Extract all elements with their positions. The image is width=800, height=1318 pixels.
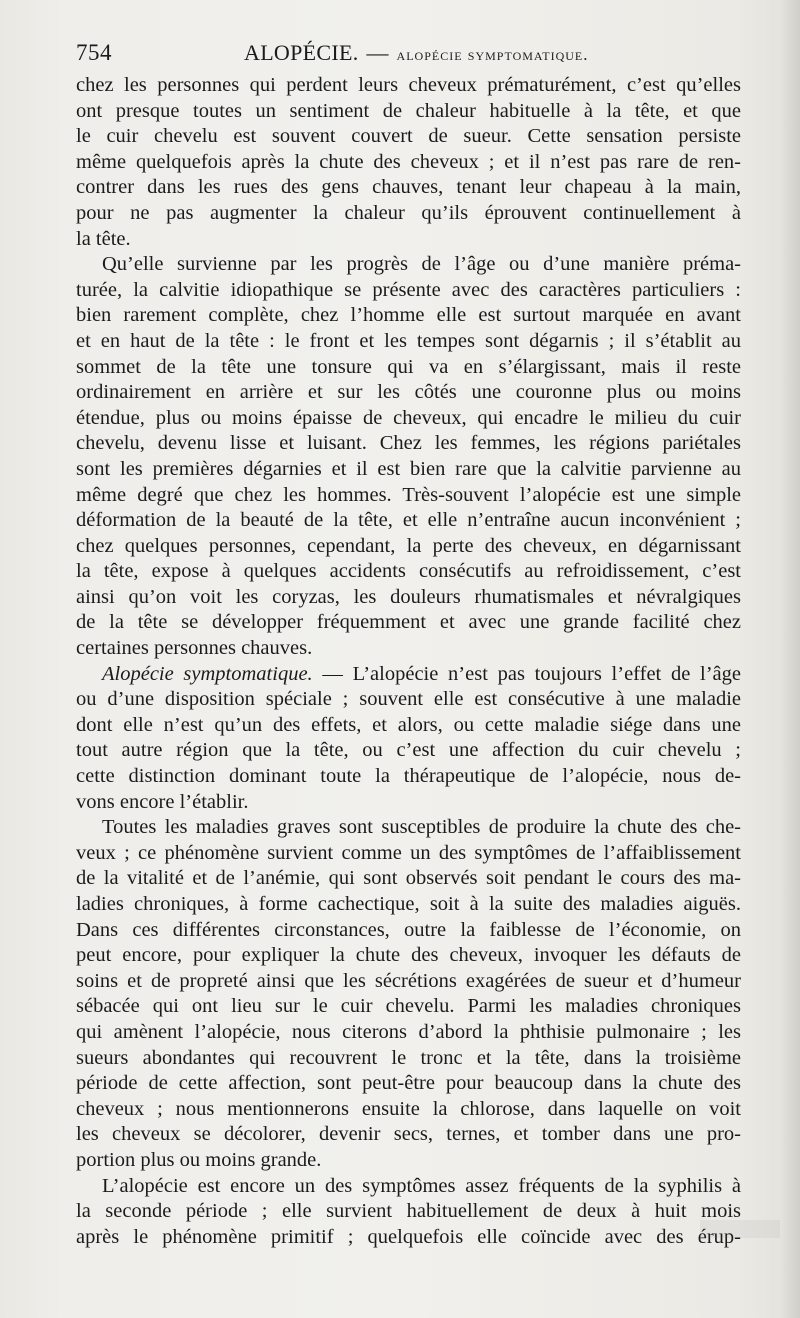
- text-line: déformation de la beauté de la tête, et elle n’entraîne aucun inconvénient ;: [76, 509, 741, 532]
- text-line: tout autre région que la tête, ou c’est une affection du cuir chevelu ;: [76, 739, 741, 762]
- text-line: ainsi qu’on voit les coryzas, les douleurs rhumatismales et névralgiques: [76, 585, 741, 608]
- text-line: soins et de propreté ainsi que les sécrétions exagérées de sueur et d’humeur: [76, 969, 741, 992]
- page-number: 754: [76, 40, 112, 65]
- paragraph-3: [76, 662, 741, 816]
- text-line: les cheveux se décolorer, devenir secs, ternes, et tomber dans une pro-: [76, 1123, 741, 1146]
- text-line: pour ne pas augmenter la chaleur qu’ils éprouvent continuellement à: [76, 201, 741, 224]
- text-line: ordinairement en arrière et sur les côtés une couronne plus ou moins: [76, 381, 741, 404]
- text-line: qui amènent l’alopécie, nous citerons d’abord la phthisie pulmonaire ; les: [76, 1020, 741, 1043]
- text-line: période de cette affection, sont peut-être pour beaucoup dans la chute des: [76, 1072, 741, 1095]
- section-heading: Alopécie symptomatique.: [102, 662, 313, 685]
- text-line: ladies chroniques, à forme cachectique, soit à la suite des maladies aiguës.: [76, 893, 741, 915]
- text-line: sueurs abondantes qui recouvrent le tronc et la tête, dans la troisième: [76, 1046, 741, 1069]
- text-line: étendue, plus ou moins épaisse de cheveux, qui encadre le milieu du cuir: [76, 406, 741, 429]
- paragraph-1: [76, 73, 741, 252]
- text-line: peut encore, pour expliquer la chute des cheveux, invoquer les défauts de: [76, 944, 741, 967]
- text-line: Dans ces différentes circonstances, outre la faiblesse de l’économie, on: [76, 918, 741, 941]
- body-text: [76, 73, 741, 1250]
- text-line: la seconde période ; elle survient habituellement de deux à huit mois: [76, 1200, 741, 1223]
- text-line: bien rarement complète, chez l’homme elle est surtout marquée en avant: [76, 304, 741, 327]
- text-line: sébacée qui ont lieu sur le cuir chevelu. Parmi les maladies chroniques: [76, 995, 741, 1018]
- text-line: de la vitalité et de l’anémie, qui sont observés soit pendant le cours des ma-: [76, 867, 741, 890]
- running-head: [244, 40, 588, 66]
- text-line: Qu’elle survienne par les progrès de l’âge ou d’une manière préma-: [102, 253, 741, 276]
- text-line: chez les personnes qui perdent leurs cheveux prématurément, c’est qu’elles: [76, 74, 741, 96]
- text-line: et en haut de la tête : le front et les tempes sont dégarnis ; il s’établit au: [76, 329, 741, 352]
- text-line: certaines personnes chauves.: [76, 637, 313, 660]
- show-through-mark: [700, 1220, 780, 1238]
- text-line: chevelu, devenu lisse et luisant. Chez les femmes, les régions pariétales: [76, 432, 741, 455]
- text-line: contrer dans les rues des gens chauves, tenant leur chapeau à la main,: [76, 176, 741, 199]
- text-line: chez quelques personnes, cependant, la perte des cheveux, en dégarnissant: [76, 534, 741, 557]
- text-line: la tête, expose à quelques accidents consécutifs au refroidissement, c’est: [76, 560, 741, 583]
- text-line: après le phénomène primitif ; quelquefois elle coïncide avec des érup-: [76, 1225, 741, 1248]
- page-header: [76, 34, 741, 74]
- text-line: sont les premières dégarnies et il est bien rare que la calvitie parvienne au: [76, 457, 741, 480]
- text-line: dont elle n’est qu’un des effets, et alors, ou cette maladie siége dans une: [76, 713, 741, 736]
- text-line: vons encore l’établir.: [76, 790, 249, 813]
- text-line: sommet de la tête une tonsure qui va en s’élargissant, mais il reste: [76, 355, 741, 378]
- text-line: de la tête se développer fréquemment et avec une grande facilité chez: [76, 611, 741, 634]
- text-line: cheveux ; nous mentionnerons ensuite la chlorose, dans laquelle on voit: [76, 1097, 741, 1120]
- text-line: turée, la calvitie idiopathique se présente avec des caractères particuliers :: [76, 278, 741, 301]
- text-line: même degré que chez les hommes. Très-souvent l’alopécie est une simple: [76, 483, 741, 506]
- page-edge-shadow: [780, 0, 800, 1318]
- text-line: même quelquefois après la chute des cheveux ; et il n’est pas rare de ren-: [76, 150, 741, 173]
- section-lead-text: — L’alopécie n’est pas toujours l’effet de l’âge: [312, 662, 741, 685]
- text-line: veux ; ce phénomène survient comme un des symptômes de l’affaiblissement: [76, 841, 741, 864]
- paragraph-2: [76, 252, 741, 662]
- text-line: ont presque toutes un sentiment de chaleur habituelle à la tête, et que: [76, 99, 741, 122]
- paragraph-4: [76, 815, 741, 1173]
- running-head-separator: —: [366, 40, 389, 65]
- text-line: ou d’une disposition spéciale ; souvent elle est consécutive à une maladie: [76, 688, 741, 711]
- running-head-subtitle: alopécie symptomatique.: [396, 45, 589, 64]
- running-head-title: ALOPÉCIE.: [244, 40, 359, 65]
- text-line: Toutes les maladies graves sont susceptibles de produire la chute des che-: [102, 816, 741, 839]
- text-line: L’alopécie est encore un des symptômes assez fréquents de la syphilis à: [102, 1174, 741, 1197]
- text-line: la tête.: [76, 227, 131, 250]
- paragraph-5: [76, 1174, 741, 1251]
- text-line: le cuir chevelu est souvent couvert de sueur. Cette sensation persiste: [76, 125, 741, 148]
- text-line: cette distinction dominant toute la thérapeutique de l’alopécie, nous de-: [76, 765, 741, 788]
- text-line: portion plus ou moins grande.: [76, 1148, 322, 1171]
- section-lead-line: [76, 662, 741, 688]
